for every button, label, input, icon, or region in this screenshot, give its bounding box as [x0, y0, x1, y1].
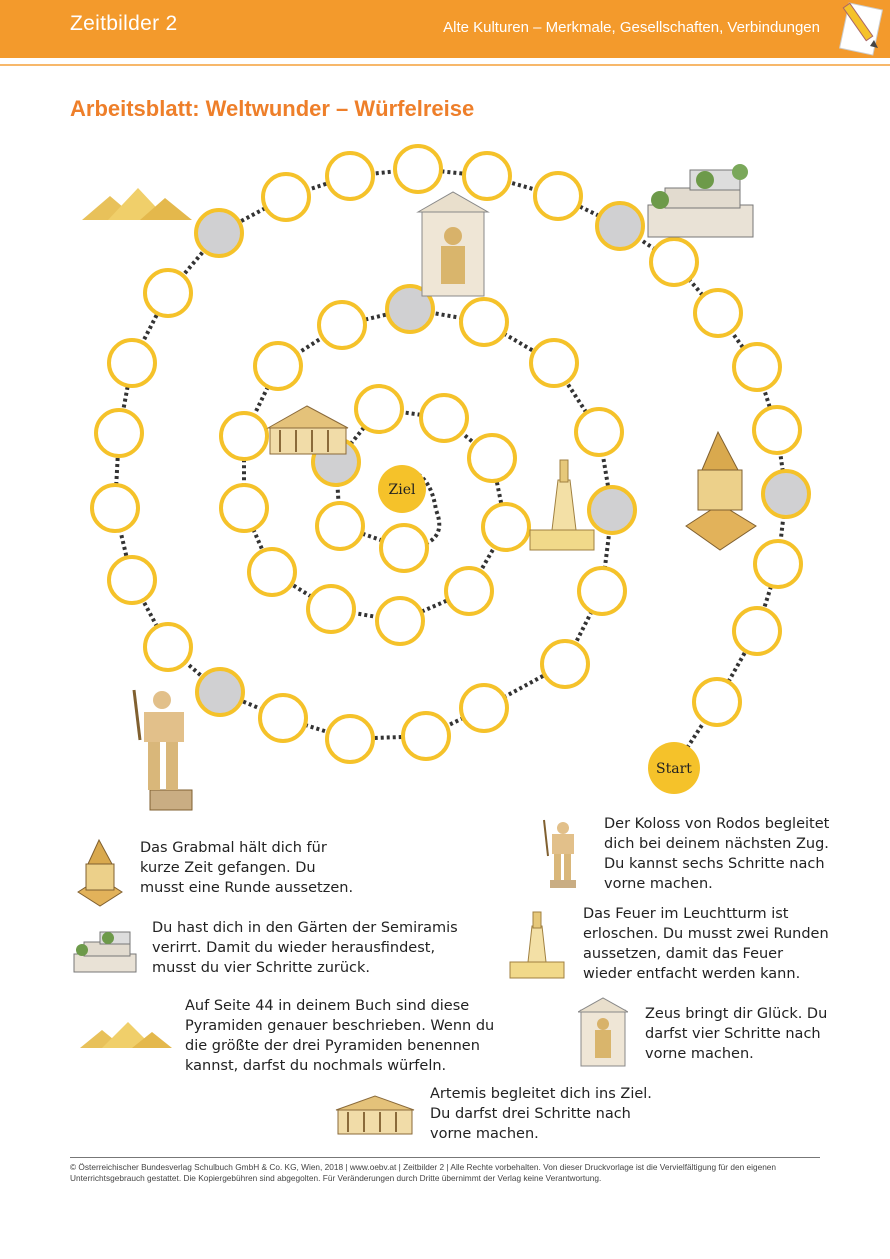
- board-field: [145, 270, 191, 316]
- board-field: [308, 586, 354, 632]
- board-field: [381, 525, 427, 571]
- rule-colossus: Der Koloss von Rodos begleitet dich bei deinem nächsten Zug. Du kannst sechs Schritte nach vorne machen.: [604, 816, 830, 892]
- colossus-icon: [134, 690, 192, 810]
- board-field: [260, 695, 306, 741]
- start-label: Start: [656, 761, 692, 777]
- book-title: Zeitbilder 2: [70, 12, 178, 35]
- zeus-statue-icon: [578, 996, 628, 1068]
- chapter-subtitle: Alte Kulturen – Merkmale, Gesellschaften, Verbindungen: [443, 19, 820, 36]
- special-board-field: [597, 203, 643, 249]
- rule-pyramids: Auf Seite 44 in deinem Buch sind diese Pyramiden genauer beschrieben. Wenn du die größte der drei Pyramiden benennen kannst, darfst du nochmals würfeln.: [185, 998, 495, 1074]
- lighthouse-icon: [508, 910, 566, 980]
- board-field: [403, 713, 449, 759]
- footer-copyright: © Österreichischer Bundesverlag Schulbuch GmbH & Co. KG, Wien, 2018 | www.oebv.at | Zeitbilder 2 | Alle Rechte vorbehalten. Von dieser Druckvorlage ist die Vervielfältigung für den eigenen Unterrichtsgebrauch gestattet. Die Kopiergebühren sind abgegolten. Für Veränderungen durch Dritte übernimmt der Verlag keine Verantwortung.: [70, 1162, 777, 1183]
- board-field: [377, 598, 423, 644]
- board-field: [96, 410, 142, 456]
- rule-lighthouse: Das Feuer im Leuchtturm ist erloschen. Du musst zwei Runden aussetzen, damit das Feuer wieder entfacht werden kann.: [583, 906, 829, 982]
- hanging-gardens-icon: [648, 164, 753, 237]
- temple-artemis-icon: [268, 406, 348, 454]
- board-field: [754, 407, 800, 453]
- board-field: [145, 624, 191, 670]
- board-field: [221, 485, 267, 531]
- rule-mausoleum: Das Grabmal hält dich für kurze Zeit gefangen. Du musst eine Runde aussetzen.: [140, 840, 354, 896]
- footer-divider: [70, 1157, 820, 1158]
- pyramids-icon: [82, 188, 192, 220]
- colossus-icon: [536, 816, 588, 890]
- board-field: [92, 485, 138, 531]
- board-field: [249, 549, 295, 595]
- special-board-field: [196, 210, 242, 256]
- special-board-field: [197, 669, 243, 715]
- hanging-gardens-icon: [72, 928, 138, 974]
- board-field: [755, 541, 801, 587]
- board-field: [542, 641, 588, 687]
- lighthouse-icon: [530, 460, 594, 550]
- board-field: [327, 716, 373, 762]
- board-field: [576, 409, 622, 455]
- board-field: [317, 503, 363, 549]
- special-board-field: [763, 471, 809, 517]
- pyramids-icon: [80, 1018, 172, 1050]
- board-field: [535, 173, 581, 219]
- board-field: [109, 557, 155, 603]
- special-board-field: [589, 487, 635, 533]
- board-field: [255, 343, 301, 389]
- board-field: [221, 413, 267, 459]
- board-field: [109, 340, 155, 386]
- page-title: Arbeitsblatt: Weltwunder – Würfelreise: [70, 96, 475, 121]
- board-field: [263, 174, 309, 220]
- board-field: [319, 302, 365, 348]
- board-field: [464, 153, 510, 199]
- board-field: [483, 504, 529, 550]
- board-field: [734, 344, 780, 390]
- rule-zeus: Zeus bringt dir Glück. Du darfst vier Schritte nach vorne machen.: [645, 1006, 828, 1062]
- goal-label: Ziel: [388, 482, 416, 498]
- board-field: [469, 435, 515, 481]
- board-field: [461, 299, 507, 345]
- zeus-statue-icon: [418, 192, 488, 296]
- board-field: [579, 568, 625, 614]
- board-field: [327, 153, 373, 199]
- board-field: [695, 290, 741, 336]
- board-field: [734, 608, 780, 654]
- rule-temple-artemis: Artemis begleitet dich ins Ziel. Du darfst drei Schritte nach vorne machen.: [430, 1086, 652, 1142]
- rule-hanging-gardens: Du hast dich in den Gärten der Semiramis verirrt. Damit du wieder herausfindest, musst du vier Schritte zurück.: [152, 920, 458, 976]
- board-field: [461, 685, 507, 731]
- mausoleum-icon: [74, 838, 126, 908]
- board-field: [694, 679, 740, 725]
- board-field: [531, 340, 577, 386]
- temple-artemis-icon: [334, 1094, 416, 1136]
- mausoleum-icon: [686, 432, 756, 550]
- board-field: [446, 568, 492, 614]
- board-field: [356, 386, 402, 432]
- board-field: [421, 395, 467, 441]
- board-field: [651, 239, 697, 285]
- board-field: [395, 146, 441, 192]
